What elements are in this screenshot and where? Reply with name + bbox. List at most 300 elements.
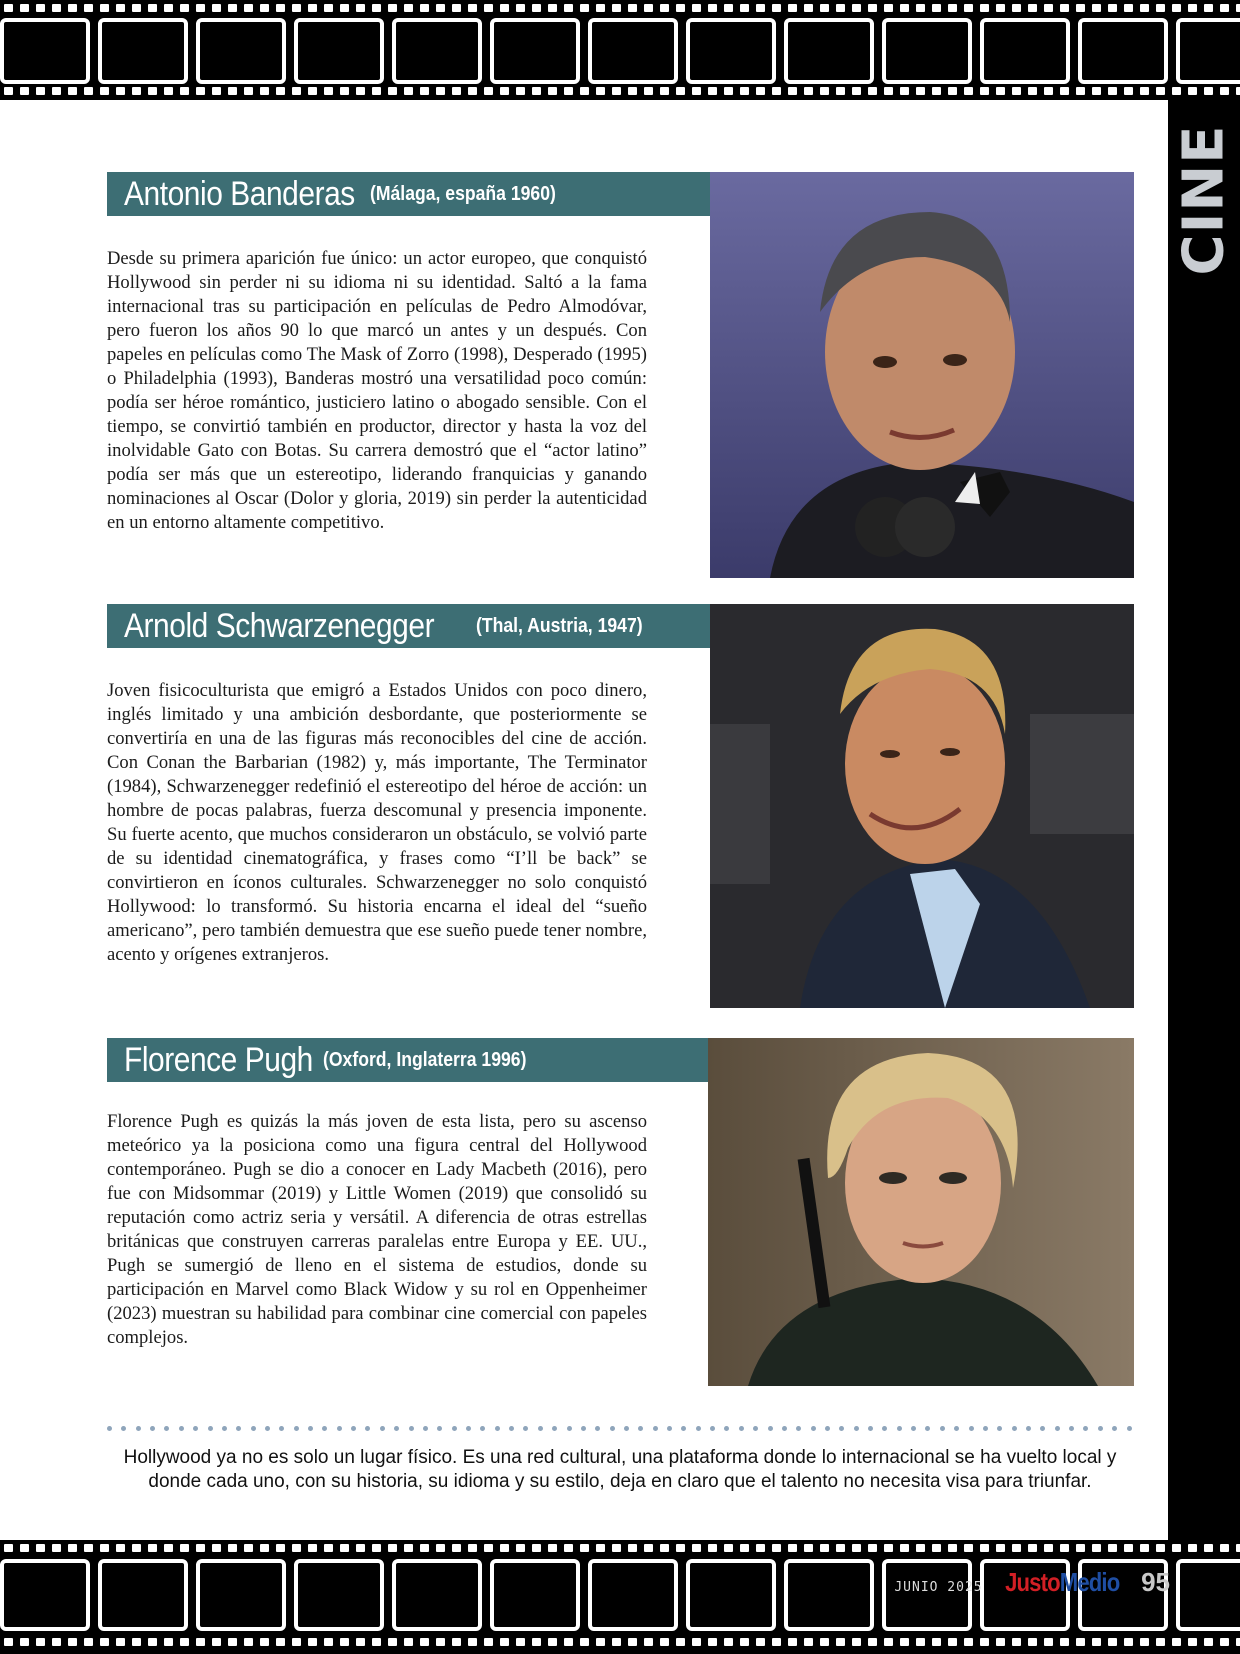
film-perforation <box>180 4 189 12</box>
film-perforation <box>1140 87 1149 95</box>
film-perforation <box>596 4 605 12</box>
film-perforation <box>340 1544 349 1552</box>
film-frame <box>294 18 384 84</box>
film-perforation <box>628 1544 637 1552</box>
film-perforation <box>436 87 445 95</box>
film-perforation <box>516 1544 525 1552</box>
film-perforation <box>116 1544 125 1552</box>
film-perforation <box>804 4 813 12</box>
divider-dot <box>322 1426 327 1431</box>
profile-florence-pugh <box>107 1038 1134 1386</box>
film-perforation <box>1204 4 1213 12</box>
film-perforation <box>1124 87 1133 95</box>
film-frame <box>588 1559 678 1631</box>
divider-dot <box>969 1426 974 1431</box>
closing-statement: Hollywood ya no es solo un lugar físico. Es una red cultural, una plataforma donde lo internacional se ha vuelto local y donde cada uno, con su historia, su idioma y su estilo, deja en claro que el talento no necesita visa para triunfar. <box>123 1447 1117 1492</box>
film-perforation <box>884 1544 893 1552</box>
film-perforation <box>84 87 93 95</box>
film-perforations <box>0 87 1240 100</box>
film-perforation <box>932 87 941 95</box>
divider-dot <box>1040 1426 1045 1431</box>
film-perforation <box>852 87 861 95</box>
film-perforation <box>20 1638 29 1646</box>
film-perforation <box>1012 87 1021 95</box>
divider-dot <box>1127 1426 1132 1431</box>
divider-dot <box>839 1426 844 1431</box>
film-perforation <box>484 1638 493 1646</box>
film-frame <box>686 1559 776 1631</box>
film-perforation <box>1204 87 1213 95</box>
profile-title-bar <box>107 604 710 648</box>
section-side-band <box>1168 100 1240 1540</box>
film-perforation <box>308 1638 317 1646</box>
film-perforation <box>564 87 573 95</box>
film-perforation <box>452 87 461 95</box>
film-perforation <box>68 1544 77 1552</box>
film-perforation <box>548 4 557 12</box>
film-perforation <box>932 1638 941 1646</box>
divider-dot <box>868 1426 873 1431</box>
divider-dot <box>423 1426 428 1431</box>
film-perforation <box>676 87 685 95</box>
film-perforation <box>548 1638 557 1646</box>
film-perforation <box>1028 87 1037 95</box>
film-perforation <box>996 87 1005 95</box>
film-frame <box>196 1559 286 1631</box>
film-perforation <box>420 4 429 12</box>
film-frame <box>392 1559 482 1631</box>
film-perforation <box>916 1544 925 1552</box>
film-perforation <box>1108 4 1117 12</box>
film-perforation <box>1188 1544 1197 1552</box>
divider-dot <box>710 1426 715 1431</box>
film-perforation <box>676 1638 685 1646</box>
film-perforation <box>916 87 925 95</box>
film-perforation <box>420 1544 429 1552</box>
film-perforation <box>756 87 765 95</box>
film-perforation <box>388 1638 397 1646</box>
profile-antonio-banderas <box>107 172 1134 578</box>
film-perforation <box>340 87 349 95</box>
divider-dot <box>739 1426 744 1431</box>
divider-dot <box>681 1426 686 1431</box>
film-perforation <box>1156 87 1165 95</box>
film-perforation <box>1172 87 1181 95</box>
divider-dot <box>394 1426 399 1431</box>
film-perforation <box>1028 4 1037 12</box>
profile-title-bar <box>107 1038 710 1082</box>
divider-dot <box>1098 1426 1103 1431</box>
film-frame <box>882 18 972 84</box>
film-perforation <box>436 1544 445 1552</box>
film-perforation <box>1092 1544 1101 1552</box>
film-perforation <box>532 1544 541 1552</box>
film-perforation <box>916 4 925 12</box>
film-perforation <box>1188 1638 1197 1646</box>
film-perforation <box>980 1638 989 1646</box>
film-perforation <box>756 4 765 12</box>
film-perforation <box>468 1638 477 1646</box>
film-frame <box>784 18 874 84</box>
film-perforation <box>1076 4 1085 12</box>
film-frame <box>784 1559 874 1631</box>
divider-dot <box>437 1426 442 1431</box>
film-perforation <box>948 1544 957 1552</box>
film-perforation <box>820 1638 829 1646</box>
film-perforation <box>468 1544 477 1552</box>
film-perforation <box>20 87 29 95</box>
film-perforation <box>756 1638 765 1646</box>
film-perforation <box>340 4 349 12</box>
film-perforation <box>788 1638 797 1646</box>
film-perforation <box>868 1544 877 1552</box>
divider-dot <box>308 1426 313 1431</box>
film-perforation <box>932 4 941 12</box>
profile-arnold-schwarzenegger <box>107 604 1134 1008</box>
profile-name: Florence Pugh <box>124 1040 313 1079</box>
divider-dot <box>552 1426 557 1431</box>
film-perforation <box>660 87 669 95</box>
film-perforation <box>212 1638 221 1646</box>
film-perforation <box>100 1638 109 1646</box>
divider-dot <box>897 1426 902 1431</box>
film-perforation <box>164 87 173 95</box>
film-perforation <box>836 1638 845 1646</box>
film-perforation <box>692 1544 701 1552</box>
film-perforation <box>692 4 701 12</box>
film-perforation <box>228 4 237 12</box>
film-perforation <box>660 1544 669 1552</box>
film-frames <box>0 18 1240 84</box>
film-perforation <box>260 1638 269 1646</box>
film-perforation <box>1012 1638 1021 1646</box>
divider-dot <box>236 1426 241 1431</box>
film-perforation <box>996 1544 1005 1552</box>
film-perforation <box>452 1638 461 1646</box>
film-perforation <box>708 1638 717 1646</box>
film-perforation <box>324 1638 333 1646</box>
film-perforation <box>164 1544 173 1552</box>
divider-dot <box>567 1426 572 1431</box>
film-perforation <box>628 1638 637 1646</box>
film-perforation <box>1188 87 1197 95</box>
film-perforation <box>868 87 877 95</box>
film-perforation <box>708 87 717 95</box>
page-footer <box>894 1567 1170 1598</box>
divider-dot <box>179 1426 184 1431</box>
film-perforation <box>388 87 397 95</box>
film-perforation <box>820 1544 829 1552</box>
film-perforation <box>500 87 509 95</box>
film-perforation <box>116 4 125 12</box>
film-perforation <box>1236 1544 1240 1552</box>
divider-dot <box>337 1426 342 1431</box>
film-perforation <box>116 1638 125 1646</box>
film-perforation <box>996 1638 1005 1646</box>
dotted-divider <box>107 1426 1132 1434</box>
film-perforation <box>196 1544 205 1552</box>
film-perforation <box>580 1638 589 1646</box>
film-perforation <box>948 1638 957 1646</box>
divider-dot <box>523 1426 528 1431</box>
divider-dot <box>796 1426 801 1431</box>
film-perforation <box>692 1638 701 1646</box>
film-perforation <box>4 87 13 95</box>
film-perforation <box>644 87 653 95</box>
film-perforation <box>52 4 61 12</box>
film-perforation <box>1060 1638 1069 1646</box>
film-perforation <box>1092 1638 1101 1646</box>
film-perforation <box>196 1638 205 1646</box>
divider-dot <box>380 1426 385 1431</box>
film-perforation <box>388 4 397 12</box>
film-perforation <box>484 1544 493 1552</box>
divider-dot <box>882 1426 887 1431</box>
film-perforation <box>1124 1638 1133 1646</box>
film-perforation <box>20 1544 29 1552</box>
film-perforation <box>532 1638 541 1646</box>
divider-dot <box>1026 1426 1031 1431</box>
profile-photo <box>708 1038 1134 1386</box>
film-perforation <box>116 87 125 95</box>
film-perforation <box>980 87 989 95</box>
divider-dot <box>768 1426 773 1431</box>
film-perforation <box>1044 1638 1053 1646</box>
film-frame <box>0 18 90 84</box>
film-perforation <box>628 87 637 95</box>
divider-dot <box>911 1426 916 1431</box>
film-perforation <box>804 1638 813 1646</box>
divider-dot <box>466 1426 471 1431</box>
divider-dot <box>409 1426 414 1431</box>
film-perforation <box>148 87 157 95</box>
film-perforation <box>964 87 973 95</box>
film-perforation <box>404 1638 413 1646</box>
film-perforation <box>404 1544 413 1552</box>
film-perforation <box>292 1638 301 1646</box>
divider-dot <box>997 1426 1002 1431</box>
film-perforation <box>612 4 621 12</box>
film-perforation <box>724 1638 733 1646</box>
film-perforation <box>1156 1638 1165 1646</box>
film-perforation <box>68 1638 77 1646</box>
film-perforation <box>4 1544 13 1552</box>
film-perforation <box>580 4 589 12</box>
profile-photo <box>710 604 1134 1008</box>
film-perforation <box>324 87 333 95</box>
film-perforation <box>452 1544 461 1552</box>
film-perforation <box>612 87 621 95</box>
film-perforation <box>1012 4 1021 12</box>
divider-dot <box>753 1426 758 1431</box>
film-perforation <box>132 1544 141 1552</box>
film-perforation <box>948 87 957 95</box>
divider-dot <box>452 1426 457 1431</box>
film-perforation <box>324 1544 333 1552</box>
film-perforation <box>212 4 221 12</box>
profile-body-text: Desde su primera aparición fue único: un actor europeo, que conquistó Hollywood sin perder ni su idioma ni su identidad. Saltó a la fama internacional tras su participación en películas de Pedro Almodóvar, pero fueron los años 90 lo que marcó un antes y un después. Con papeles en películas como The Mask of Zorro (1998), Desperado (1995) o Philadelphia (1993), Banderas mostró una versatilidad poco común: podía ser héroe romántico, justiciero latino o abogado sensible. Con el tiempo, se convirtió también en productor, director y hasta la voz del inolvidable Gato con Botas. Su carrera demostró que el “actor latino” podía ser más que un estereotipo, liderando franquicias y ganando nominaciones al Oscar (Dolor y gloria, 2019) sin perder la autenticidad en un entorno altamente competitivo. <box>107 248 647 533</box>
section-label: CINE <box>1171 124 1237 276</box>
film-perforation <box>100 87 109 95</box>
film-perforation <box>868 1638 877 1646</box>
profile-body-text: Florence Pugh es quizás la más joven de esta lista, pero su ascenso meteórico ya la posiciona como una figura central del Hollywood contemporáneo. Pugh se dio a conocer en Lady Macbeth (2016), pero fue con Midsommar (2019) y Little Women (2019) que consolidó su reputación como actriz seria y versátil. A diferencia de otras estrellas británicas que construyen carreras paralelas entre Europa y EE. UU., Pugh se sumergió de lleno en el sistema de estudios, donde su participación en Marvel como Black Widow y su rol en Oppenheimer (2023) muestran su habilidad para combinar cine comercial con papeles complejos. <box>107 1111 647 1348</box>
divider-dot <box>1055 1426 1060 1431</box>
film-perforation <box>1204 1638 1213 1646</box>
film-perforation <box>1044 87 1053 95</box>
film-perforation <box>276 1544 285 1552</box>
film-perforation <box>436 4 445 12</box>
divider-dot <box>925 1426 930 1431</box>
film-perforation <box>164 4 173 12</box>
film-frame <box>686 18 776 84</box>
film-perforation <box>772 87 781 95</box>
film-perforation <box>932 1544 941 1552</box>
film-perforation <box>660 1638 669 1646</box>
film-perforation <box>452 4 461 12</box>
film-perforation <box>420 87 429 95</box>
film-perforation <box>1220 1638 1229 1646</box>
divider-dot <box>653 1426 658 1431</box>
film-perforation <box>372 87 381 95</box>
film-perforation <box>148 4 157 12</box>
divider-dot <box>667 1426 672 1431</box>
film-perforation <box>164 1638 173 1646</box>
film-perforation <box>324 4 333 12</box>
divider-dot <box>480 1426 485 1431</box>
film-perforation <box>516 87 525 95</box>
divider-dot <box>825 1426 830 1431</box>
film-perforation <box>84 4 93 12</box>
film-frame <box>980 18 1070 84</box>
film-perforation <box>820 4 829 12</box>
divider-dot <box>265 1426 270 1431</box>
film-perforation <box>1124 4 1133 12</box>
film-frame <box>392 18 482 84</box>
film-perforation <box>548 87 557 95</box>
film-perforation <box>244 1638 253 1646</box>
film-perforation <box>292 4 301 12</box>
divider-dot <box>136 1426 141 1431</box>
film-perforation <box>1028 1544 1037 1552</box>
film-perforation <box>228 1638 237 1646</box>
film-perforation <box>964 1544 973 1552</box>
film-perforation <box>196 4 205 12</box>
film-perforation <box>788 1544 797 1552</box>
film-perforation <box>1044 4 1053 12</box>
divider-dot <box>222 1426 227 1431</box>
film-perforation <box>1092 87 1101 95</box>
divider-dot <box>164 1426 169 1431</box>
film-perforation <box>148 1544 157 1552</box>
profile-title-bar <box>107 172 710 216</box>
film-perforation <box>516 4 525 12</box>
film-perforation <box>132 1638 141 1646</box>
film-perforation <box>884 87 893 95</box>
film-perforation <box>740 1544 749 1552</box>
film-perforation <box>1108 87 1117 95</box>
film-perforation <box>340 1638 349 1646</box>
film-perforation <box>308 4 317 12</box>
film-perforation <box>1172 4 1181 12</box>
film-perforation <box>244 4 253 12</box>
film-perforation <box>900 1544 909 1552</box>
film-perforation <box>1220 87 1229 95</box>
film-perforation <box>724 4 733 12</box>
divider-dot <box>624 1426 629 1431</box>
film-frame <box>98 1559 188 1631</box>
profile-name: Antonio Banderas <box>124 174 355 213</box>
film-perforation <box>740 87 749 95</box>
film-perforation <box>196 87 205 95</box>
divider-dot <box>724 1426 729 1431</box>
film-perforation <box>836 87 845 95</box>
film-perforation <box>836 1544 845 1552</box>
film-perforation <box>852 4 861 12</box>
film-perforation <box>596 1544 605 1552</box>
film-perforation <box>788 87 797 95</box>
divider-dot <box>193 1426 198 1431</box>
divider-dot <box>854 1426 859 1431</box>
film-perforation <box>180 1638 189 1646</box>
film-perforation <box>308 1544 317 1552</box>
divider-dot <box>509 1426 514 1431</box>
film-perforation <box>84 1638 93 1646</box>
film-perforation <box>980 4 989 12</box>
film-perforation <box>212 87 221 95</box>
film-perforation <box>580 87 589 95</box>
film-perforation <box>692 87 701 95</box>
film-perforation <box>644 4 653 12</box>
film-perforation <box>1060 4 1069 12</box>
film-perforation <box>244 87 253 95</box>
film-perforation <box>1044 1544 1053 1552</box>
film-perforation <box>276 87 285 95</box>
film-perforation <box>580 1544 589 1552</box>
film-perforation <box>596 1638 605 1646</box>
film-perforation <box>676 4 685 12</box>
film-perforation <box>1028 1638 1037 1646</box>
film-perforation <box>772 1638 781 1646</box>
film-perforation <box>644 1638 653 1646</box>
film-perforation <box>1236 1638 1240 1646</box>
film-perforation <box>84 1544 93 1552</box>
film-perforation <box>228 1544 237 1552</box>
film-perforation <box>404 87 413 95</box>
divider-dot <box>538 1426 543 1431</box>
divider-dot <box>279 1426 284 1431</box>
film-perforation <box>564 4 573 12</box>
profile-origin: (Málaga, españa 1960) <box>370 182 557 205</box>
film-perforation <box>1076 87 1085 95</box>
profile-origin: (Oxford, Inglaterra 1996) <box>322 1048 527 1071</box>
divider-dot <box>940 1426 945 1431</box>
film-perforation <box>724 1544 733 1552</box>
film-perforation <box>772 4 781 12</box>
divider-dot <box>811 1426 816 1431</box>
film-perforation <box>356 4 365 12</box>
film-perforation <box>1060 1544 1069 1552</box>
film-frame <box>1176 18 1240 84</box>
film-perforation <box>996 4 1005 12</box>
film-perforation <box>740 4 749 12</box>
film-perforation <box>756 1544 765 1552</box>
film-perforation <box>1060 87 1069 95</box>
film-perforation <box>1172 1638 1181 1646</box>
film-frame <box>588 18 678 84</box>
film-perforation <box>1220 1544 1229 1552</box>
film-perforation <box>980 1544 989 1552</box>
film-perforation <box>740 1638 749 1646</box>
